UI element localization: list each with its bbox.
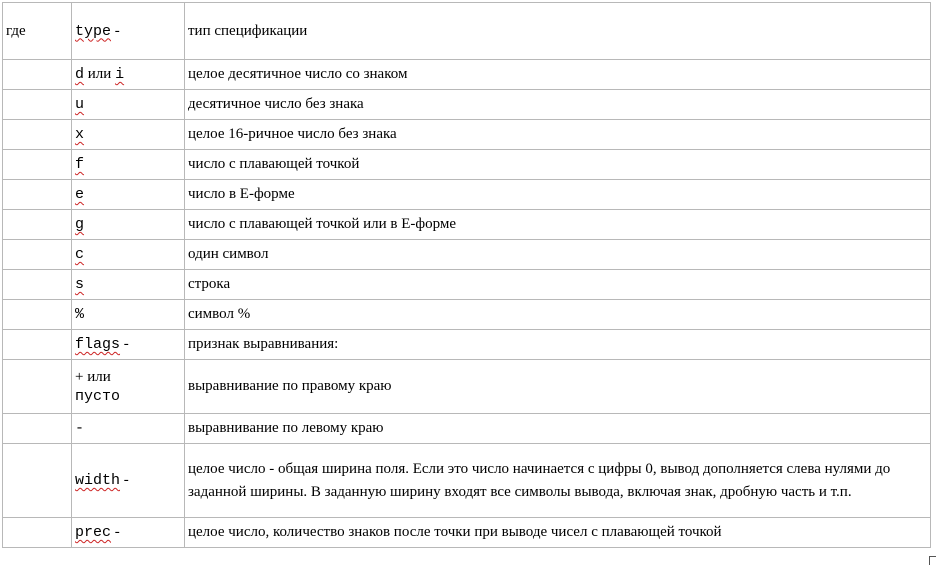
where-label: где: [6, 22, 26, 39]
code-cell: [71, 209, 184, 239]
row-desc: один символ: [188, 246, 269, 262]
width-desc: целое число - общая ширина поля. Если это число начинается с цифры 0, вывод дополняется слева нулями до заданной ширины. В заданную ширину входят все символы вывода, включая знак, дробную часть и т.п.: [188, 460, 891, 500]
code-d: d: [75, 66, 85, 83]
row-desc: число с плавающей точкой или в Е-форме: [188, 216, 457, 232]
type-cell: [71, 3, 184, 59]
plus-cell: [71, 359, 184, 413]
row-desc: символ %: [188, 306, 251, 322]
code-cell: [71, 59, 184, 89]
row-desc: целое 16-ричное число без знака: [188, 126, 397, 142]
table-row: [3, 149, 930, 179]
row-desc: целое десятичное число со знаком: [188, 66, 408, 82]
prec-dash: -: [114, 524, 120, 540]
code-cell: [71, 89, 184, 119]
code-f: f: [75, 156, 85, 173]
prec-code: prec: [75, 524, 112, 541]
table-row: [3, 119, 930, 149]
code-c: c: [75, 246, 85, 263]
table-row: [3, 413, 930, 443]
code-cell: [71, 239, 184, 269]
code-cell: [71, 119, 184, 149]
spec-table-container: [2, 2, 931, 548]
code-cell: [71, 179, 184, 209]
row-desc: число в Е-форме: [188, 186, 295, 202]
corner-mark: [929, 556, 936, 565]
where-cell: [3, 3, 71, 59]
prec-cell: [71, 517, 184, 547]
code-g: g: [75, 216, 85, 233]
type-code: type: [75, 22, 112, 40]
table-row: [3, 329, 930, 359]
plus-desc: выравнивание по правому краю: [188, 378, 392, 394]
table-row: [3, 443, 930, 517]
desc-cell: [184, 239, 930, 269]
row-desc: строка: [188, 276, 231, 292]
desc-cell: [184, 89, 930, 119]
minus-code: -: [75, 420, 85, 437]
table-row: [3, 179, 930, 209]
width-cell: [71, 443, 184, 517]
code-x: x: [75, 126, 85, 143]
desc-cell: [184, 299, 930, 329]
code-u: u: [75, 96, 85, 113]
plus-line1: + или: [75, 368, 111, 385]
table-row: [3, 517, 930, 547]
table-row: [3, 209, 930, 239]
row-desc: десятичное число без знака: [188, 96, 364, 112]
minus-desc-cell: [184, 413, 930, 443]
code-cell: [71, 149, 184, 179]
code-e: e: [75, 186, 85, 203]
table-row: [3, 3, 930, 59]
desc-cell: [184, 209, 930, 239]
width-dash: -: [123, 472, 129, 488]
desc-cell: [184, 179, 930, 209]
flags-code: flags: [75, 336, 121, 353]
desc-cell: [184, 269, 930, 299]
table-row: [3, 89, 930, 119]
row-desc: число с плавающей точкой: [188, 156, 360, 172]
code-s: s: [75, 276, 85, 293]
desc-cell: [184, 59, 930, 89]
minus-cell: [71, 413, 184, 443]
plus-line2: пусто: [75, 387, 121, 405]
table-row: [3, 299, 930, 329]
table-row: [3, 359, 930, 413]
code-cell: [71, 269, 184, 299]
type-desc-cell: [184, 3, 930, 59]
prec-desc: целое число, количество знаков после точки при выводе чисел с плавающей точкой: [188, 524, 722, 540]
code-cell: [71, 299, 184, 329]
table-row: [3, 269, 930, 299]
flags-cell: [71, 329, 184, 359]
flags-desc: признак выравнивания:: [188, 336, 339, 352]
desc-cell: [184, 149, 930, 179]
flags-desc-cell: [184, 329, 930, 359]
type-desc: тип спецификации: [188, 22, 308, 39]
desc-cell: [184, 119, 930, 149]
code-i: i: [115, 66, 125, 83]
format-spec-table: [2, 2, 931, 548]
plus-desc-cell: [184, 359, 930, 413]
conj-or: или: [87, 66, 112, 82]
width-code: width: [75, 472, 121, 489]
table-row: [3, 239, 930, 269]
code-percent: %: [75, 306, 85, 323]
flags-dash: -: [123, 336, 129, 352]
prec-desc-cell: [184, 517, 930, 547]
type-dash: -: [114, 22, 120, 39]
table-row: [3, 59, 930, 89]
minus-desc: выравнивание по левому краю: [188, 420, 384, 436]
width-desc-cell: [184, 443, 930, 517]
